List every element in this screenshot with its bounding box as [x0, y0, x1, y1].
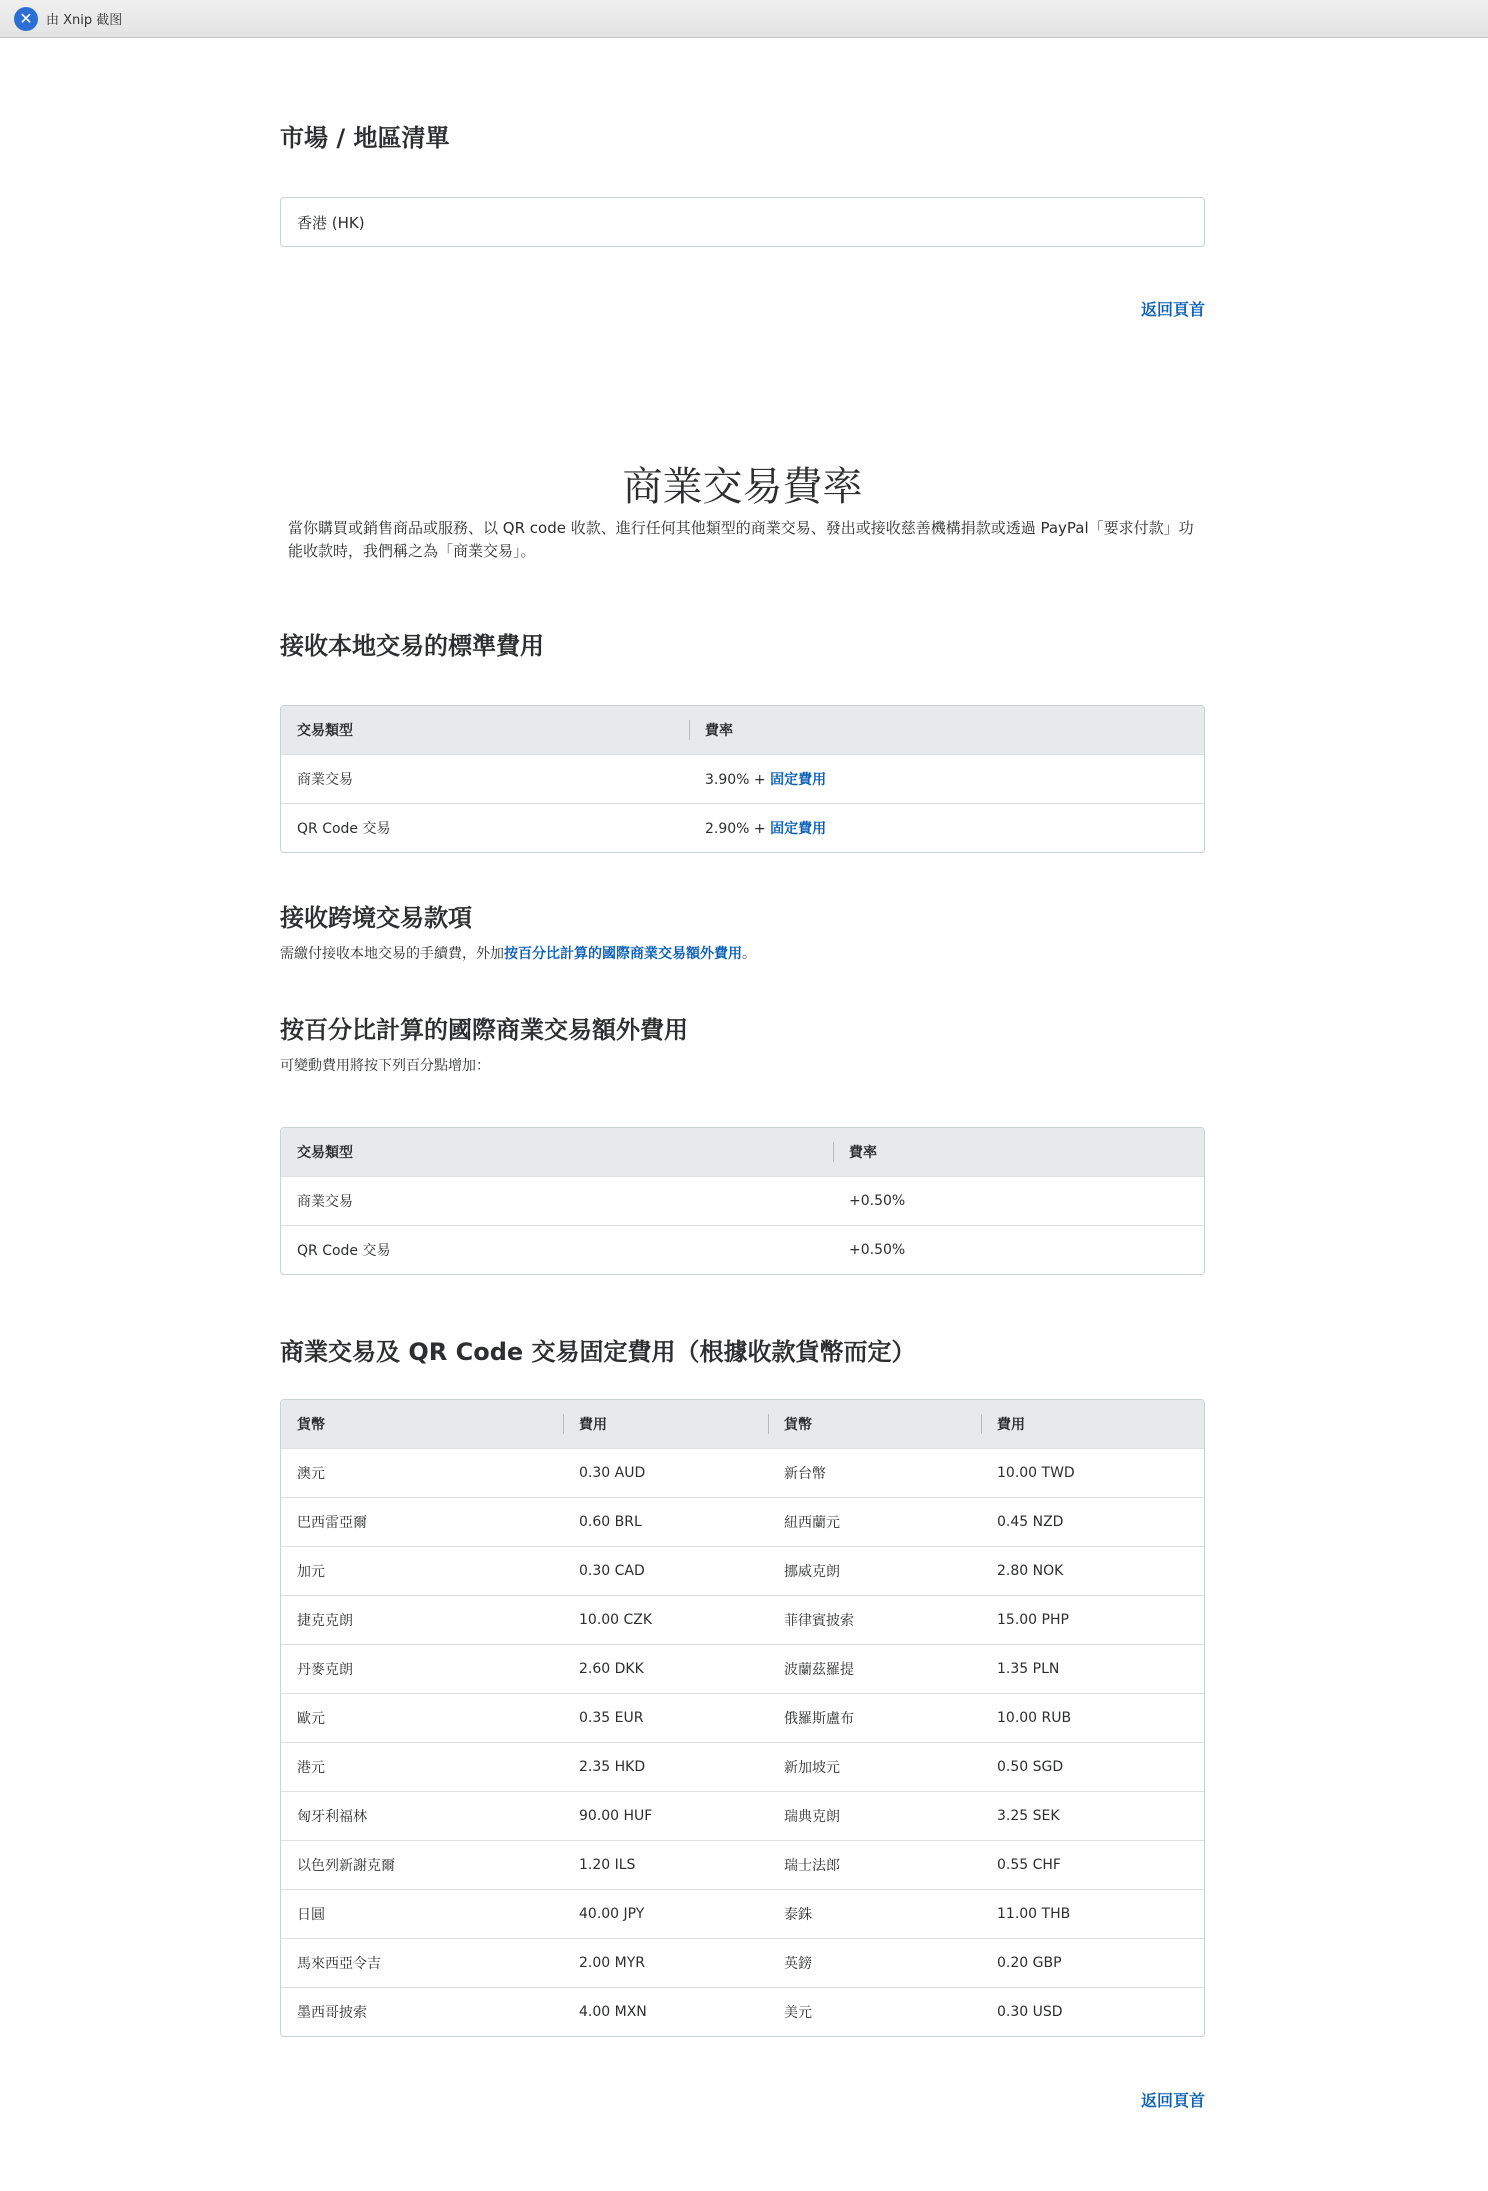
intro-text: 當你購買或銷售商品或服務、以 QR code 收款、進行任何其他類型的商業交易、發出或接收慈善機構捐款或透過 PayPal「要求付款」功能收款時，我們稱之為「商業交易」。 — [288, 519, 1194, 560]
table-row — [281, 1225, 1204, 1274]
market-select-value: 香港 (HK) — [297, 213, 365, 232]
column-header: 貨幣 — [768, 1400, 981, 1448]
currency-name: 瑞士法郎 — [768, 1840, 981, 1889]
fee-value: 1.35 PLN — [981, 1644, 1204, 1693]
fee-value: 1.20 ILS — [563, 1840, 768, 1889]
currency-name: 英鎊 — [768, 1938, 981, 1987]
column-header: 費率 — [833, 1128, 1204, 1176]
market-heading: 市場 / 地區清單 — [280, 124, 450, 152]
table-row — [281, 1742, 1204, 1791]
table-row — [281, 1791, 1204, 1840]
column-header: 貨幣 — [281, 1400, 563, 1448]
currency-name: 港元 — [281, 1742, 563, 1791]
currency-name: 匈牙利福林 — [281, 1791, 563, 1840]
fee-value: 0.60 BRL — [563, 1497, 768, 1546]
rate-cell — [689, 754, 1204, 803]
transaction-type: 商業交易 — [281, 754, 689, 803]
fee-value: 4.00 MXN — [563, 1987, 768, 2036]
xnip-logo-icon: ✕ — [14, 7, 38, 31]
fee-value: 0.20 GBP — [981, 1938, 1204, 1987]
fee-value: 2.80 NOK — [981, 1546, 1204, 1595]
currency-name: 新台幣 — [768, 1448, 981, 1497]
back-to-top-link[interactable]: 返回頁首 — [1140, 300, 1205, 319]
fee-value: 10.00 CZK — [563, 1595, 768, 1644]
currency-name: 新加坡元 — [768, 1742, 981, 1791]
column-header: 費用 — [563, 1400, 768, 1448]
currency-name: 紐西蘭元 — [768, 1497, 981, 1546]
fee-value: 10.00 RUB — [981, 1693, 1204, 1742]
table-row — [281, 1889, 1204, 1938]
currency-name: 加元 — [281, 1546, 563, 1595]
table-row — [281, 1176, 1204, 1225]
crossborder-text-before: 需繳付接收本地交易的手續費，外加 — [280, 946, 504, 962]
rate-value: 2.90% + — [705, 821, 771, 837]
page-title: 商業交易費率 — [622, 463, 863, 510]
market-select[interactable] — [280, 197, 1205, 247]
currency-name: 以色列新謝克爾 — [281, 1840, 563, 1889]
crossborder-text-after: 。 — [742, 946, 756, 962]
column-header: 費率 — [689, 706, 1204, 754]
currency-name: 泰銖 — [768, 1889, 981, 1938]
rate-value: 3.90% + — [705, 772, 771, 788]
currency-name: 俄羅斯盧布 — [768, 1693, 981, 1742]
fee-value: 0.30 USD — [981, 1987, 1204, 2036]
table-row — [281, 1497, 1204, 1546]
transaction-type: 商業交易 — [281, 1176, 833, 1225]
currency-name: 瑞典克朗 — [768, 1791, 981, 1840]
table-row — [281, 1546, 1204, 1595]
fee-value: 15.00 PHP — [981, 1595, 1204, 1644]
table-row — [281, 1938, 1204, 1987]
currency-name: 捷克克朗 — [281, 1595, 563, 1644]
currency-name: 巴西雷亞爾 — [281, 1497, 563, 1546]
fee-value: 90.00 HUF — [563, 1791, 768, 1840]
fixed-fee-link[interactable]: 固定費用 — [770, 821, 827, 837]
table-header-row — [281, 1128, 1204, 1176]
fixed-fee-link[interactable]: 固定費用 — [770, 772, 827, 788]
currency-name: 馬來西亞令吉 — [281, 1938, 563, 1987]
table-row — [281, 1448, 1204, 1497]
fee-value: 0.45 NZD — [981, 1497, 1204, 1546]
currency-name: 歐元 — [281, 1693, 563, 1742]
fee-value: 11.00 THB — [981, 1889, 1204, 1938]
column-header: 交易類型 — [281, 706, 689, 754]
window-titlebar — [0, 0, 1488, 38]
table-row — [281, 1693, 1204, 1742]
window-title: 由 Xnip 截图 — [46, 13, 123, 28]
fee-value: 2.00 MYR — [563, 1938, 768, 1987]
table-row — [281, 1987, 1204, 2036]
currency-name: 美元 — [768, 1987, 981, 2036]
fee-value: 2.35 HKD — [563, 1742, 768, 1791]
fee-value: 0.55 CHF — [981, 1840, 1204, 1889]
fee-value: 2.60 DKK — [563, 1644, 768, 1693]
transaction-type: QR Code 交易 — [281, 1225, 833, 1274]
local-fees-heading: 接收本地交易的標準費用 — [280, 632, 544, 660]
table-row — [281, 1840, 1204, 1889]
rate-cell — [689, 803, 1204, 852]
table-header-row — [281, 1400, 1204, 1448]
fee-value: 10.00 TWD — [981, 1448, 1204, 1497]
currency-name: 丹麥克朗 — [281, 1644, 563, 1693]
fee-value: 0.50 SGD — [981, 1742, 1204, 1791]
currency-name: 日圓 — [281, 1889, 563, 1938]
crossborder-text — [280, 943, 756, 963]
intl-fees-heading: 按百分比計算的國際商業交易額外費用 — [280, 1016, 688, 1044]
fixed-fees-heading: 商業交易及 QR Code 交易固定費用（根據收款貨幣而定） — [280, 1338, 916, 1366]
table-row — [281, 1595, 1204, 1644]
back-to-top-link-bottom[interactable]: 返回頁首 — [1140, 2091, 1205, 2110]
table-header-row — [281, 706, 1204, 754]
fee-value: 0.30 CAD — [563, 1546, 768, 1595]
intl-fees-subtext: 可變動費用將按下列百分點增加： — [280, 1058, 490, 1074]
table-row — [281, 803, 1204, 852]
crossborder-heading: 接收跨境交易款項 — [280, 904, 472, 932]
column-header: 費用 — [981, 1400, 1204, 1448]
intl-fees-table — [280, 1127, 1205, 1275]
currency-name: 墨西哥披索 — [281, 1987, 563, 2036]
transaction-type: QR Code 交易 — [281, 803, 689, 852]
intl-fee-link[interactable]: 按百分比計算的國際商業交易額外費用 — [504, 946, 742, 962]
currency-name: 挪威克朗 — [768, 1546, 981, 1595]
fixed-fees-table — [280, 1399, 1205, 2037]
local-fees-table — [280, 705, 1205, 853]
fee-value: 3.25 SEK — [981, 1791, 1204, 1840]
fee-value: 40.00 JPY — [563, 1889, 768, 1938]
rate-value: +0.50% — [833, 1176, 1204, 1225]
column-header: 交易類型 — [281, 1128, 833, 1176]
fee-value: 0.30 AUD — [563, 1448, 768, 1497]
currency-name: 澳元 — [281, 1448, 563, 1497]
currency-name: 菲律賓披索 — [768, 1595, 981, 1644]
rate-value: +0.50% — [833, 1225, 1204, 1274]
table-row — [281, 1644, 1204, 1693]
table-row — [281, 754, 1204, 803]
fee-value: 0.35 EUR — [563, 1693, 768, 1742]
currency-name: 波蘭茲羅提 — [768, 1644, 981, 1693]
